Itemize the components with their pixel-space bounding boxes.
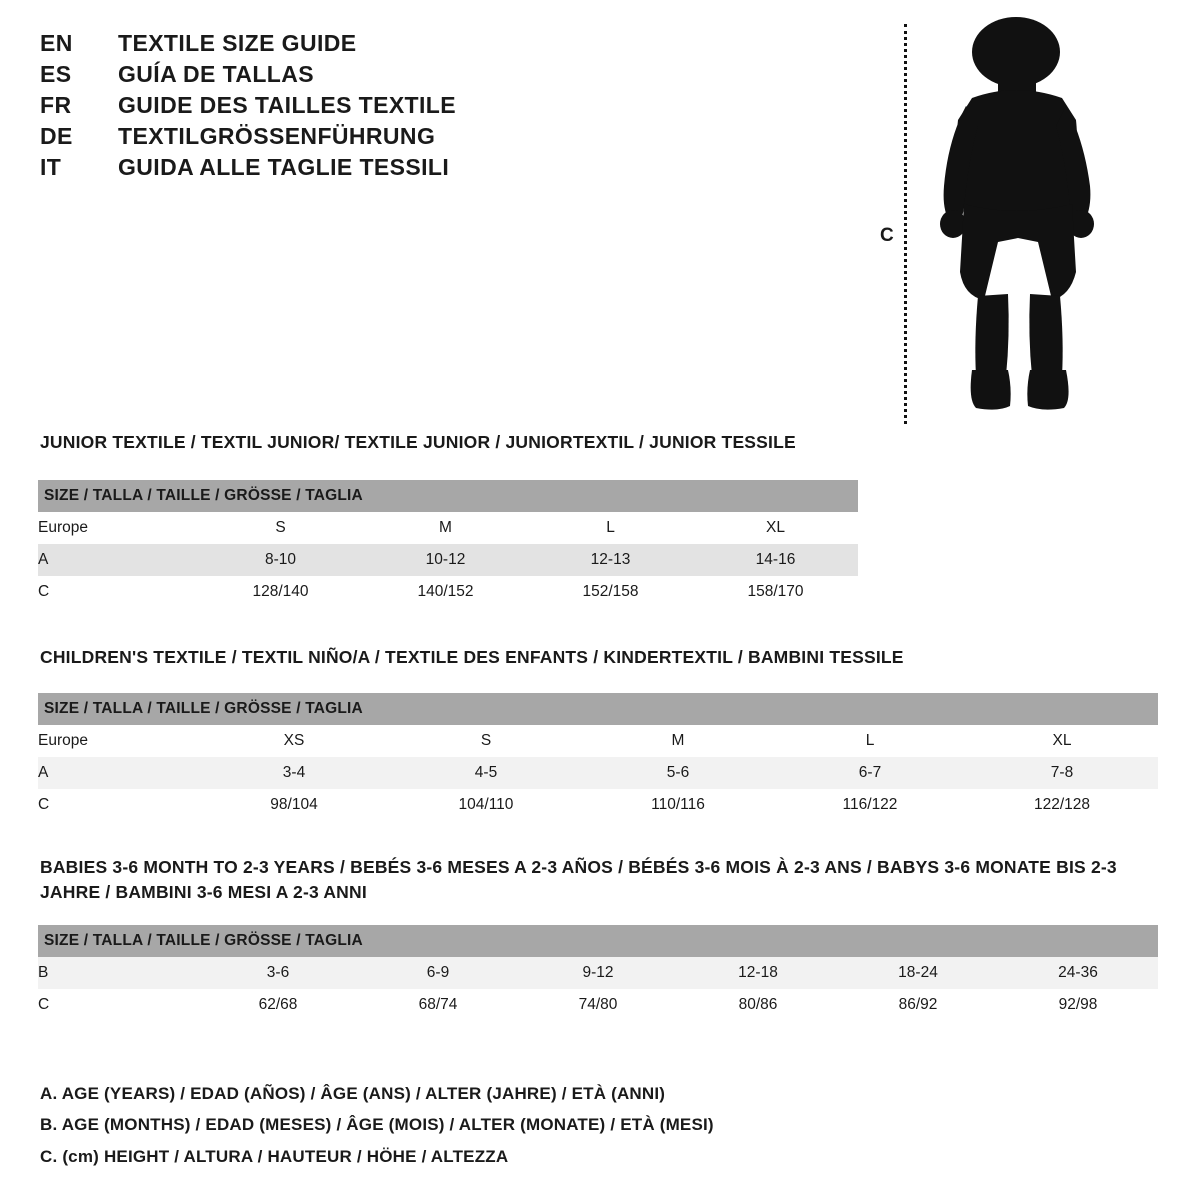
- table-babies-row-c-c4: 86/92: [838, 989, 998, 1021]
- table-row: [38, 757, 1158, 789]
- table-babies-row-b-c5: 24-36: [998, 957, 1158, 989]
- table-babies-row-c-c2: 74/80: [518, 989, 678, 1021]
- table-babies-row-b-c4: 18-24: [838, 957, 998, 989]
- table-babies-band-label: SIZE / TALLA / TAILLE / GRÖSSE / TAGLIA: [38, 925, 1158, 957]
- table-junior-row-a-c2: 12-13: [528, 544, 693, 576]
- title-it: GUIDA ALLE TAGLIE TESSILI: [118, 154, 450, 180]
- table-junior-row-a-c3: 14-16: [693, 544, 858, 576]
- table-babies-row-c-c1: 68/74: [358, 989, 518, 1021]
- title-en: TEXTILE SIZE GUIDE: [118, 30, 357, 56]
- legend-line-c: C. (cm) HEIGHT / ALTURA / HAUTEUR / HÖHE / ALTEZZA: [40, 1146, 509, 1166]
- table-children-size-s: S: [390, 725, 582, 757]
- table-junior-row-a-label: A: [38, 544, 198, 576]
- table-children-row-c-c1: 104/110: [390, 789, 582, 821]
- title-row-de: [40, 123, 660, 150]
- table-children-band-row: [38, 693, 1158, 725]
- table-children-size-m: M: [582, 725, 774, 757]
- table-junior-row-c-label: C: [38, 576, 198, 608]
- height-measure-line: [904, 24, 907, 424]
- table-children-row-a-c0: 3-4: [198, 757, 390, 789]
- language-code-fr: FR: [40, 92, 72, 118]
- table-junior-row-a-c0: 8-10: [198, 544, 363, 576]
- table-babies-row-c-c0: 62/68: [198, 989, 358, 1021]
- table-children-row-a-c4: 7-8: [966, 757, 1158, 789]
- table-babies-row-b-c0: 3-6: [198, 957, 358, 989]
- title-row-en: [40, 30, 660, 57]
- table-babies-row-b-c1: 6-9: [358, 957, 518, 989]
- table-babies-row-b-c3: 12-18: [678, 957, 838, 989]
- title-row-es: [40, 61, 660, 88]
- table-junior-row-c-c3: 158/170: [693, 576, 858, 608]
- legend: [40, 1078, 1160, 1172]
- table-junior-size-m: M: [363, 512, 528, 544]
- table-babies-row-c-c3: 80/86: [678, 989, 838, 1021]
- language-code-es: ES: [40, 61, 72, 87]
- table-children-row-a-c3: 6-7: [774, 757, 966, 789]
- height-measure-label: C: [880, 225, 894, 246]
- table-babies-row-b-label: B: [38, 957, 198, 989]
- table-children-header-row: [38, 725, 1158, 757]
- table-junior-band-row: [38, 480, 858, 512]
- table-junior-row-a-c1: 10-12: [363, 544, 528, 576]
- table-children-size-xl: XL: [966, 725, 1158, 757]
- table-children-row-c-c0: 98/104: [198, 789, 390, 821]
- table-junior: [38, 480, 858, 608]
- table-row: [38, 989, 1158, 1021]
- table-row: [38, 544, 858, 576]
- table-junior-size-xl: XL: [693, 512, 858, 544]
- title-fr: GUIDE DES TAILLES TEXTILE: [118, 92, 456, 118]
- section-heading-junior: JUNIOR TEXTILE / TEXTIL JUNIOR/ TEXTILE JUNIOR / JUNIORTEXTIL / JUNIOR TESSILE: [40, 432, 796, 452]
- table-babies-row-c-label: C: [38, 989, 198, 1021]
- language-code-de: DE: [40, 123, 73, 149]
- language-code-it: IT: [40, 154, 62, 180]
- table-children-size-xs: XS: [198, 725, 390, 757]
- legend-line-a: A. AGE (YEARS) / EDAD (AÑOS) / ÂGE (ANS) / ALTER (JAHRE) / ETÀ (ANNI): [40, 1083, 666, 1103]
- table-babies: [38, 925, 1158, 1021]
- table-babies-row-c-c5: 92/98: [998, 989, 1158, 1021]
- table-children-row-a-c1: 4-5: [390, 757, 582, 789]
- title-row-it: [40, 154, 660, 181]
- table-children-row-c-c2: 110/116: [582, 789, 774, 821]
- table-children-row-c-c4: 122/128: [966, 789, 1158, 821]
- table-junior-row-c-c2: 152/158: [528, 576, 693, 608]
- table-children-row-a-c2: 5-6: [582, 757, 774, 789]
- child-silhouette-icon: [920, 10, 1120, 430]
- legend-line-b: B. AGE (MONTHS) / EDAD (MESES) / ÂGE (MOIS) / ALTER (MONATE) / ETÀ (MESI): [40, 1115, 714, 1135]
- section-heading-children: CHILDREN'S TEXTILE / TEXTIL NIÑO/A / TEXTILE DES ENFANTS / KINDERTEXTIL / BAMBINI TESSILE: [40, 647, 904, 667]
- table-junior-header-row: [38, 512, 858, 544]
- table-children-row-c-label: C: [38, 789, 198, 821]
- table-junior-header-label: Europe: [38, 512, 198, 544]
- figure-area: [880, 10, 1140, 440]
- table-children-row-c-c3: 116/122: [774, 789, 966, 821]
- table-junior-size-l: L: [528, 512, 693, 544]
- table-children-header-label: Europe: [38, 725, 198, 757]
- section-heading-babies: BABIES 3-6 MONTH TO 2-3 YEARS / BEBÉS 3-6 MESES A 2-3 AÑOS / BÉBÉS 3-6 MOIS À 2-3 ANS / BABYS 3-6 MONATE BIS 2-3 JAHRE / BAMBINI 3-6 MESI A 2-3 ANNI: [40, 857, 1117, 903]
- table-babies-band-row: [38, 925, 1158, 957]
- table-children: [38, 693, 1158, 821]
- table-children-row-a-label: A: [38, 757, 198, 789]
- table-junior-row-c-c1: 140/152: [363, 576, 528, 608]
- table-junior-size-s: S: [198, 512, 363, 544]
- table-children-band-label: SIZE / TALLA / TAILLE / GRÖSSE / TAGLIA: [38, 693, 1158, 725]
- title-es: GUÍA DE TALLAS: [118, 61, 314, 87]
- title-block: [40, 30, 660, 185]
- title-de: TEXTILGRÖSSENFÜHRUNG: [118, 123, 436, 149]
- table-row: [38, 957, 1158, 989]
- table-babies-row-b-c2: 9-12: [518, 957, 678, 989]
- table-children-size-l: L: [774, 725, 966, 757]
- table-row: [38, 789, 1158, 821]
- table-junior-row-c-c0: 128/140: [198, 576, 363, 608]
- table-row: [38, 576, 858, 608]
- title-row-fr: [40, 92, 660, 119]
- language-code-en: EN: [40, 30, 73, 56]
- table-junior-band-label: SIZE / TALLA / TAILLE / GRÖSSE / TAGLIA: [38, 480, 858, 512]
